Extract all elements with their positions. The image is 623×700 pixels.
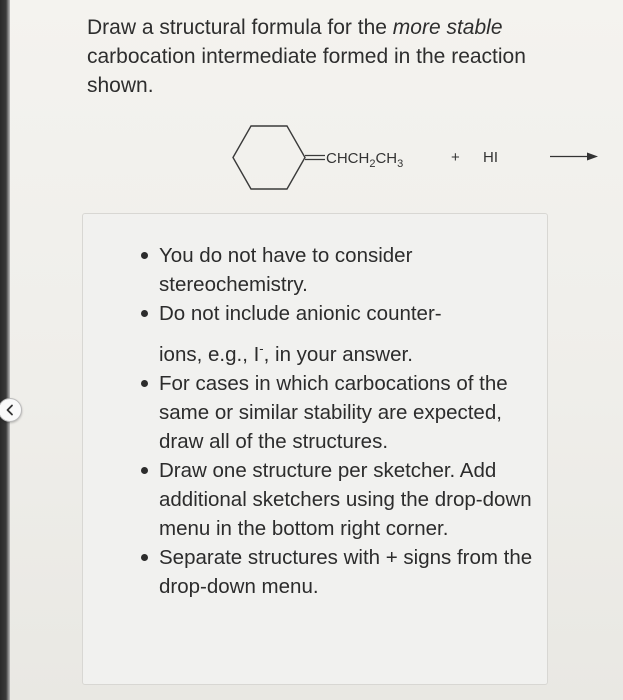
chevron-left-icon (4, 404, 16, 416)
bullet-icon (141, 310, 148, 317)
bullet-icon (141, 467, 148, 474)
list-item: Separate structures with + signs from the drop-down menu. (83, 543, 547, 601)
list-item: You do not have to consider stereochemistry. (83, 241, 547, 299)
reaction-scheme (0, 0, 623, 200)
list-item: Do not include anionic counter- ions, e.g., I-, in your answer. (83, 299, 547, 369)
bullet-icon (141, 554, 148, 561)
substituent-label: $CHCH_2CH_3$ (326, 150, 404, 170)
question-emphasis: more stable (392, 16, 503, 39)
list-item: For cases in which carbocations of the same or similar stability are expected, draw all of the structures. (83, 369, 547, 456)
list-item: Draw one structure per sketcher. Add additional sketchers using the drop-down menu in the bottom right corner. (83, 456, 547, 543)
instructions-panel (82, 213, 548, 685)
instructions-list (83, 214, 547, 601)
cyclohexane-ring (233, 126, 305, 189)
reaction-arrow-icon (550, 153, 598, 161)
question-text: Draw a structural formula for the more stable carbocation intermediate formed in the reaction shown. (87, 16, 526, 97)
bullet-icon (141, 252, 148, 259)
reagent-label: HI (483, 149, 498, 166)
double-bond (305, 156, 325, 160)
bullet-icon (141, 380, 148, 387)
back-button[interactable] (0, 398, 22, 422)
plus-sign: + (451, 149, 460, 166)
